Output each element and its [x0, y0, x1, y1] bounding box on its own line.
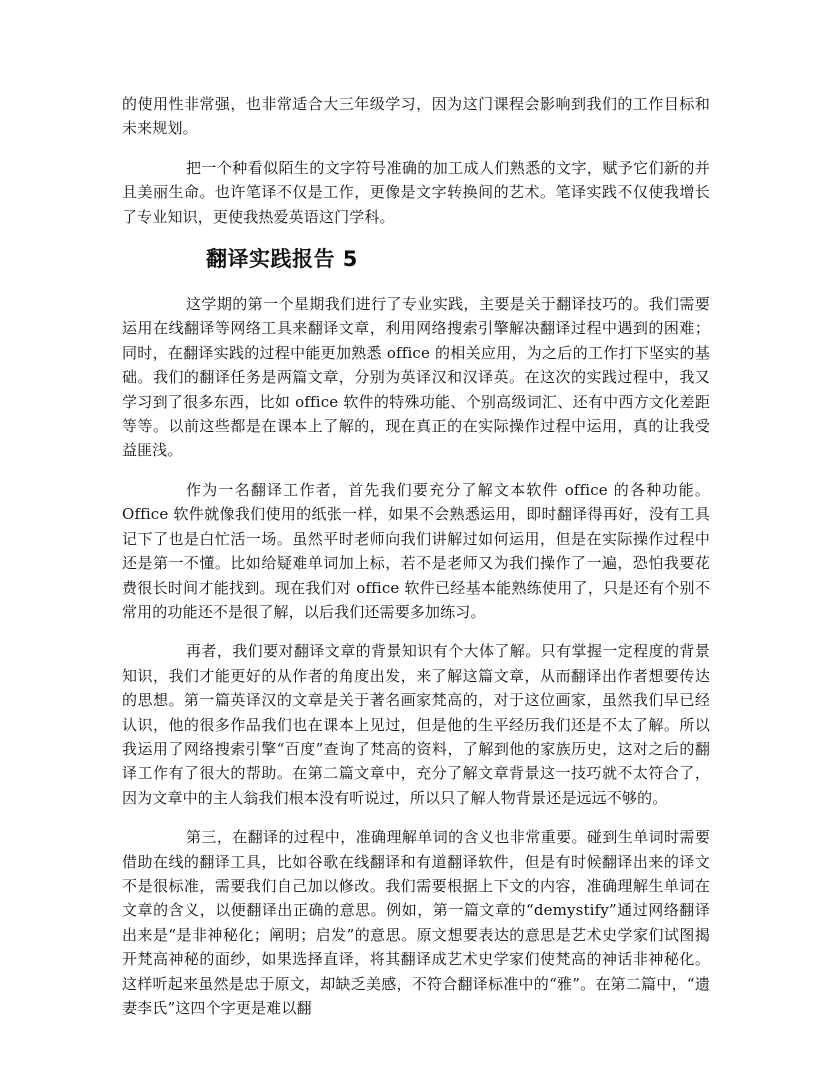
section-heading: 翻译实践报告 5 — [206, 247, 358, 272]
paragraph: 作为一名翻译工作者，首先我们要充分了解文本软件 office 的各种功能。Office 软件就像我们使用的纸张一样，如果不会熟悉运用，即时翻译得再好，没有工具记下了也是白忙活一场。虽然平时老师向我们讲解过如何运用，但是在实际操作过程中还是第一不懂。比如给疑难单词加上标，若不是老师又为我们操作了一遍，恐怕我要花费很长时间才能找到。现在我们对 office 软件已经基本能熟练使用了，只是还有个别不常用的功能还不是很了解，以后我们还需要多加练习。 — [122, 480, 710, 621]
document-body — [122, 92, 710, 1035]
paragraph-continued: 的使用性非常强，也非常适合大三年级学习，因为这门课程会影响到我们的工作目标和未来规划。 — [122, 95, 710, 138]
paragraph: 第三，在翻译的过程中，准确理解单词的含义也非常重要。碰到生单词时需要借助在线的翻译工具，比如谷歌在线翻译和有道翻译软件，但是有时候翻译出来的译文不是很标准，需要我们自己加以修改。我们需要根据上下文的内容，准确理解生单词在文章的含义，以便翻译出正确的意思。例如，第一篇文章的“demystify”通过网络翻译出来是“是非神秘化；阐明；启发”的意思。原文想要表达的意思是艺术史学家们试图揭开梵高神秘的面纱，如果选择直译，将其翻译成艺术史学家们使梵高的神话非神秘化。这样听起来虽然是忠于原文，却缺乏美感，不符合翻译标准中的“雅”。在第二篇中，“遗妻李氏”这四个字更是难以翻 — [122, 828, 710, 1017]
paragraph: 再者，我们要对翻译文章的背景知识有个大体了解。只有掌握一定程度的背景知识，我们才能更好的从作者的角度出发，来了解这篇文章，从而翻译出作者想要传达的思想。第一篇英译汉的文章是关于著名画家梵高的，对于这位画家，虽然我们早已经认识，他的很多作品我们也在课本上见过，但是他的生平经历我们还是不太了解。所以我运用了网络搜索引擎“百度”查询了梵高的资料，了解到他的家族历史，这对之后的翻译工作有了很大的帮助。在第二篇文章中，充分了解文章背景这一技巧就不太符合了，因为文章中的主人翁我们根本没有听说过，所以只了解人物背景还是远远不够的。 — [122, 642, 710, 807]
paragraph: 这学期的第一个星期我们进行了专业实践，主要是关于翻译技巧的。我们需要运用在线翻译等网络工具来翻译文章，利用网络搜索引擎解决翻译过程中遇到的困难；同时，在翻译实践的过程中能更加熟悉 office 的相关应用，为之后的工作打下坚实的基础。我们的翻译任务是两篇文章，分别为英译汉和汉译英。在这次的实践过程中，我又学习到了很多东西，比如 office 软件的特殊功能、个别高级词汇、还有中西方文化差距等等。以前这些都是在课本上了解的，现在真正的在实际操作过程中运用，真的让我受益匪浅。 — [122, 295, 710, 460]
paragraph: 把一个种看似陌生的文字符号准确的加工成人们熟悉的文字，赋予它们新的并且美丽生命。也许笔译不仅是工作，更像是文字转换间的艺术。笔译实践不仅使我增长了专业知识，更使我热爱英语这门学科。 — [122, 158, 710, 226]
